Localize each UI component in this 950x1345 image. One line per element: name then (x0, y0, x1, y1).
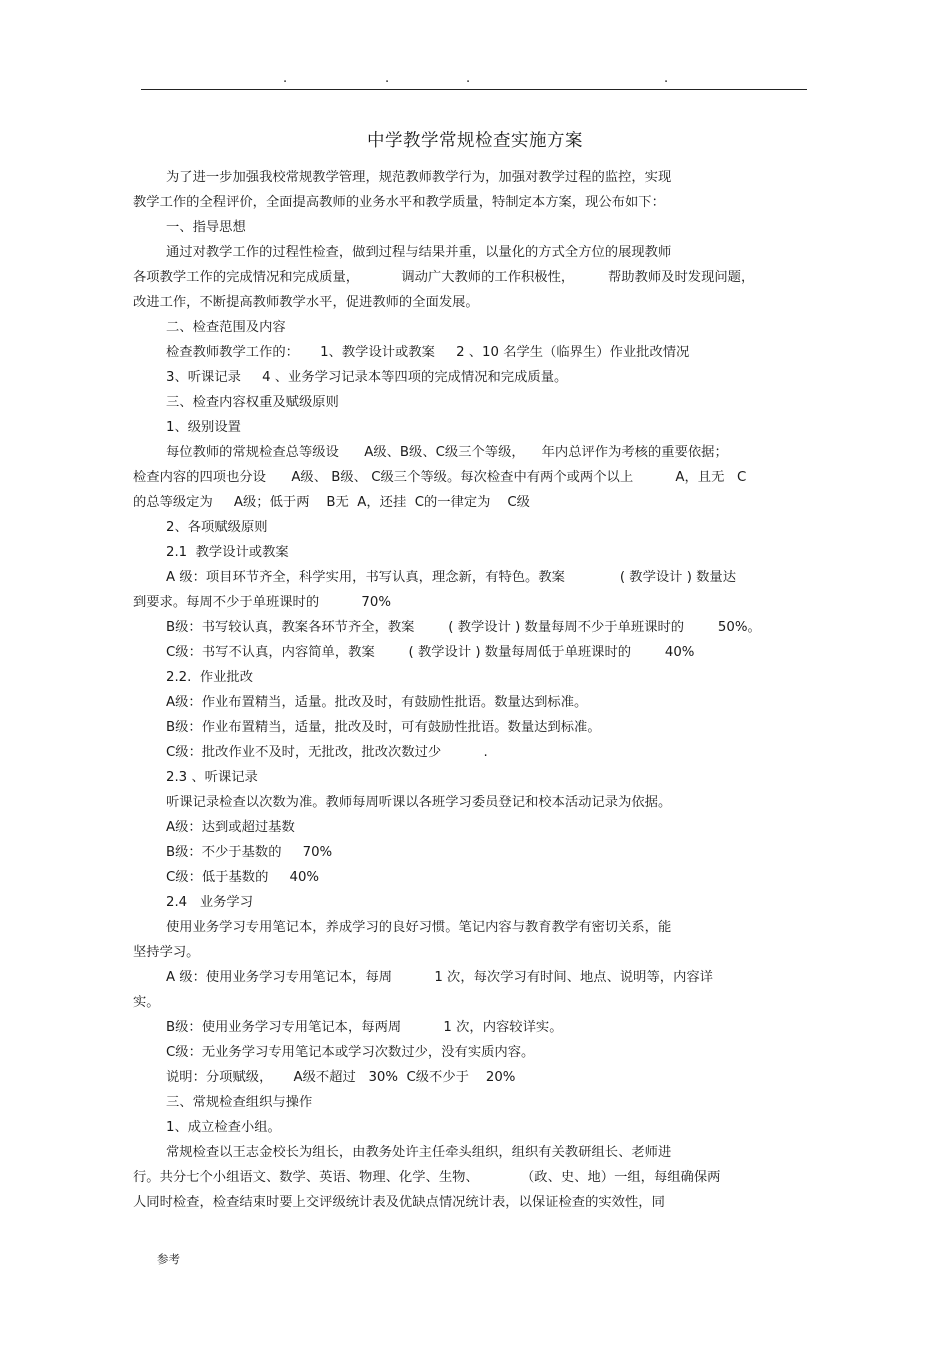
body-line: 检查内容的四项也分设 A级、 B级、 C级三个等级。每次检查中有两个或两个以上 A，且无 C (133, 470, 747, 485)
body-line: 听课记录检查以次数为准。教师每周听课以各班学习委员登记和校本活动记录为依据。 (166, 795, 672, 810)
body-line: 2.2. 作业批改 (166, 670, 254, 685)
body-line: 2.3 、听课记录 (166, 770, 258, 785)
body-line: 1、成立检查小组。 (166, 1120, 281, 1135)
body-line: C级：批改作业不及时，无批改，批改次数过少 . (166, 745, 488, 760)
header-rule (141, 89, 807, 90)
body-line: A 级：使用业务学习专用笔记本，每周 1 次，每次学习有时间、地点、说明等，内容详 (166, 970, 713, 985)
body-line: 二、检查范围及内容 (166, 320, 286, 335)
header-dot: . (283, 71, 288, 86)
header-dot: . (385, 71, 390, 86)
body-line: 的总等级定为 A级；低于两 B无 A，还挂 C的一律定为 C级 (133, 495, 530, 510)
body-line: 说明：分项赋级， A级不超过 30% C级不少于 20% (166, 1070, 516, 1085)
page-title: 中学教学常规检查实施方案 (367, 131, 583, 151)
body-line: 每位教师的常规检查总等级设 A级、B级、C级三个等级， 年内总评作为考核的重要依据； (166, 445, 728, 460)
body-line: 各项教学工作的完成情况和完成质量， 调动广大教师的工作积极性， 帮助教师及时发现问题， (133, 270, 755, 285)
body-line: B级：书写较认真，教案各环节齐全，教案 ( 教学设计 ) 数量每周不少于单班课时的 50%。 (166, 620, 761, 635)
body-line: C级：低于基数的 40% (166, 870, 320, 885)
body-line: 实。 (133, 995, 160, 1010)
body-line: 行。共分七个小组语文、数学、英语、物理、化学、生物、 （政、史、地）一组，每组确保两 (133, 1170, 721, 1185)
body-line: B级：不少于基数的 70% (166, 845, 333, 860)
header-dot: . (664, 71, 669, 86)
body-line: 坚持学习。 (133, 945, 200, 960)
body-line: 常规检查以王志金校长为组长，由教务处许主任牵头组织，组织有关教研组长、老师进 (166, 1145, 672, 1160)
body-line: B级：作业布置精当，适量，批改及时，可有鼓励性批语。数量达到标准。 (166, 720, 601, 735)
body-line: C级：无业务学习专用笔记本或学习次数过少，没有实质内容。 (166, 1045, 535, 1060)
body-line: 检查教师教学工作的： 1、教学设计或教案 2 、10 名学生（临界生）作业批改情况 (166, 345, 690, 360)
body-line: 为了进一步加强我校常规教学管理，规范教师教学行为，加强对教学过程的监控，实现 (166, 170, 672, 185)
body-line: 2.1 教学设计或教案 (166, 545, 289, 560)
body-line: A 级：项目环节齐全，科学实用，书写认真，理念新，有特色。教案 ( 教学设计 ) 数量达 (166, 570, 737, 585)
body-line: 人同时检查，检查结束时要上交评级统计表及优缺点情况统计表，以保证检查的实效性，同 (133, 1195, 665, 1210)
body-line: 一、指导思想 (166, 220, 246, 235)
body-line: 3、听课记录 4 、业务学习记录本等四项的完成情况和完成质量。 (166, 370, 568, 385)
body-line: 到要求。每周不少于单班课时的 70% (133, 595, 391, 610)
body-line: 使用业务学习专用笔记本，养成学习的良好习惯。笔记内容与教育教学有密切关系，能 (166, 920, 672, 935)
body-line: 通过对教学工作的过程性检查，做到过程与结果并重，以量化的方式全方位的展现教师 (166, 245, 672, 260)
body-line: A级：达到或超过基数 (166, 820, 295, 835)
body-line: B级：使用业务学习专用笔记本，每两周 1 次，内容较详实。 (166, 1020, 563, 1035)
body-line: 改进工作，不断提高教师教学水平，促进教师的全面发展。 (133, 295, 479, 310)
body-line: 教学工作的全程评价，全面提高教师的业务水平和教学质量，特制定本方案，现公布如下： (133, 195, 665, 210)
body-line: 2.4 业务学习 (166, 895, 254, 910)
body-line: 三、检查内容权重及赋级原则 (166, 395, 339, 410)
body-line: 三、常规检查组织与操作 (166, 1095, 313, 1110)
header-dots (0, 72, 950, 86)
body-line: A级：作业布置精当，适量。批改及时，有鼓励性批语。数量达到标准。 (166, 695, 588, 710)
body-line: C级：书写不认真，内容简单，教案 ( 教学设计 ) 数量每周低于单班课时的 40% (166, 645, 695, 660)
footer-label: 参考 (157, 1252, 180, 1266)
body-line: 1、级别设置 (166, 420, 241, 435)
header-dot: . (466, 71, 471, 86)
body-line: 2、各项赋级原则 (166, 520, 268, 535)
